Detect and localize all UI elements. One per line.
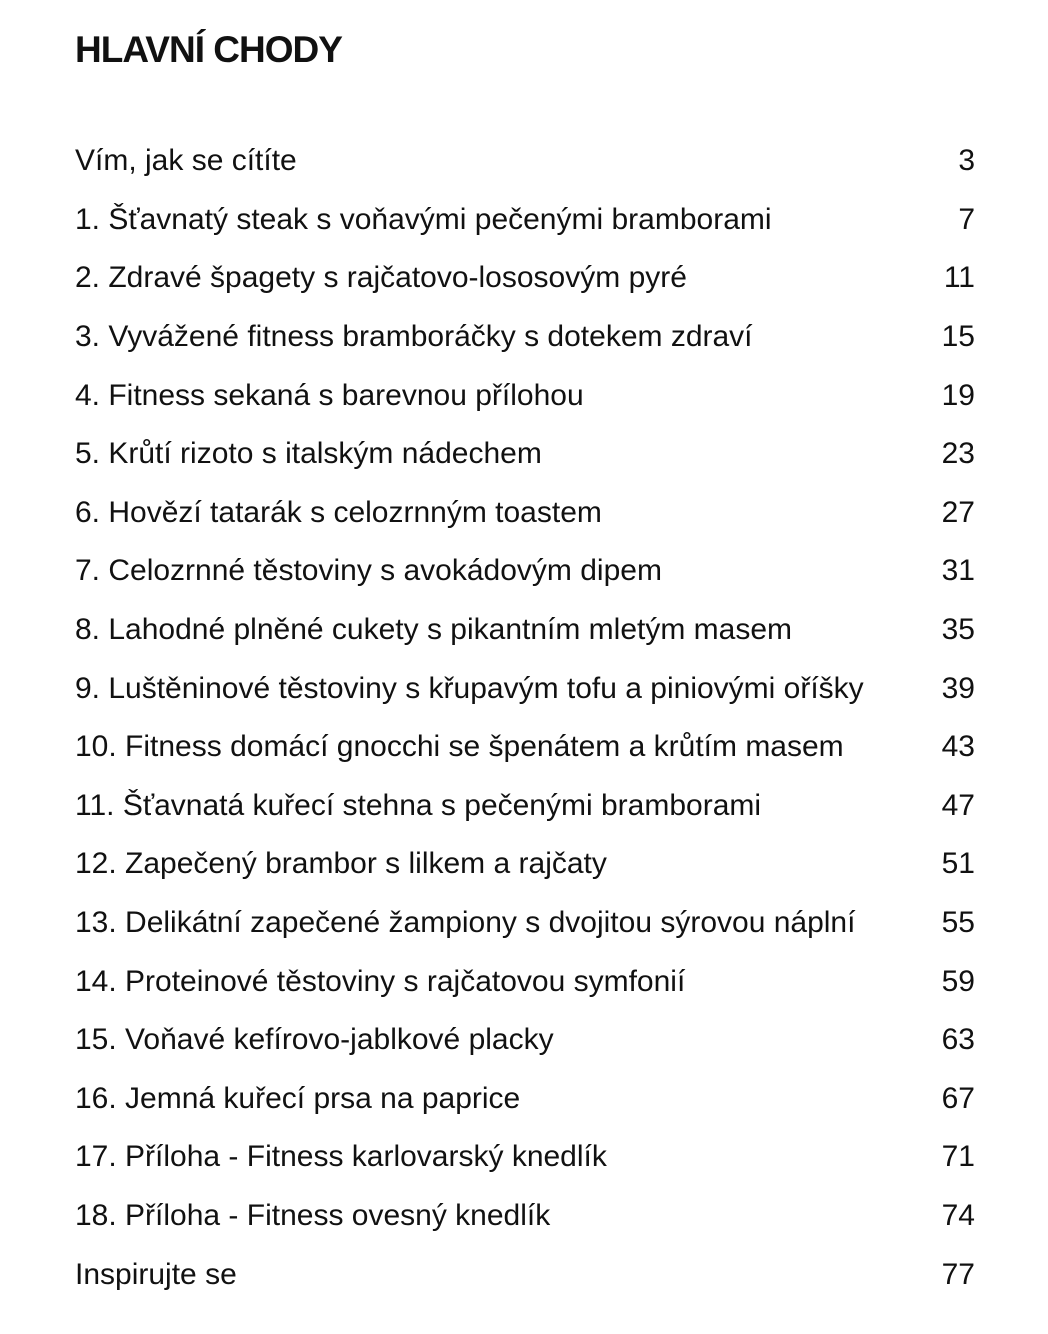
toc-entry-page-number: 59 — [941, 964, 975, 998]
toc-entry-title: 1. Šťavnatý steak s voňavými pečenými bramborami — [75, 202, 772, 236]
toc-list — [75, 132, 975, 1304]
toc-entry-page-number: 74 — [941, 1198, 975, 1232]
toc-entry[interactable] — [75, 601, 975, 660]
toc-entry-title: Vím, jak se cítíte — [75, 144, 297, 178]
toc-entry-title: 6. Hovězí tatarák s celozrnným toastem — [75, 495, 602, 529]
toc-entry-page-number: 67 — [941, 1081, 975, 1115]
toc-entry-title: 8. Lahodné plněné cukety s pikantním mletým masem — [75, 613, 793, 647]
toc-entry-page-number: 11 — [943, 261, 975, 295]
toc-entry[interactable] — [75, 425, 975, 484]
toc-entry-title: 2. Zdravé špagety s rajčatovo-lososovým pyré — [75, 261, 687, 295]
toc-entry[interactable] — [75, 484, 975, 543]
toc-entry-title: Inspirujte se — [75, 1257, 237, 1291]
toc-entry-page-number: 71 — [941, 1140, 975, 1174]
toc-entry-title: 13. Delikátní zapečené žampiony s dvojitou sýrovou náplní — [75, 906, 856, 940]
toc-entry[interactable] — [75, 1011, 975, 1070]
toc-entry[interactable] — [75, 1070, 975, 1129]
toc-entry-page-number: 43 — [941, 730, 975, 764]
toc-entry[interactable] — [75, 894, 975, 953]
toc-entry-title: 9. Luštěninové těstoviny s křupavým tofu a piniovými oříšky — [75, 671, 864, 705]
toc-entry-title: 15. Voňavé kefírovo-jablkové placky — [75, 1023, 554, 1057]
toc-entry[interactable] — [75, 1187, 975, 1246]
toc-entry-page-number: 7 — [958, 202, 975, 236]
toc-entry[interactable] — [75, 542, 975, 601]
toc-entry-page-number: 35 — [941, 613, 975, 647]
toc-entry[interactable] — [75, 132, 975, 191]
toc-entry-page-number: 15 — [941, 320, 975, 354]
toc-entry-page-number: 3 — [958, 144, 975, 178]
toc-entry-page-number: 51 — [941, 847, 975, 881]
toc-entry-title: 12. Zapečený brambor s lilkem a rajčaty — [75, 847, 607, 881]
toc-entry[interactable] — [75, 1245, 975, 1304]
toc-entry[interactable] — [75, 191, 975, 250]
toc-entry-title: 7. Celozrnné těstoviny s avokádovým dipem — [75, 554, 662, 588]
toc-entry-title: 4. Fitness sekaná s barevnou přílohou — [75, 378, 584, 412]
toc-entry-page-number: 39 — [941, 671, 975, 705]
toc-entry-page-number: 27 — [941, 495, 975, 529]
toc-entry-title: 14. Proteinové těstoviny s rajčatovou symfonií — [75, 964, 686, 998]
toc-entry[interactable] — [75, 308, 975, 367]
toc-entry-title: 18. Příloha - Fitness ovesný knedlík — [75, 1198, 551, 1232]
toc-entry[interactable] — [75, 366, 975, 425]
toc-entry-title: 16. Jemná kuřecí prsa na paprice — [75, 1081, 521, 1115]
toc-entry[interactable] — [75, 718, 975, 777]
toc-entry[interactable] — [75, 249, 975, 308]
toc-entry-page-number: 55 — [941, 906, 975, 940]
toc-entry-title: 17. Příloha - Fitness karlovarský knedlík — [75, 1140, 607, 1174]
toc-entry[interactable] — [75, 777, 975, 836]
toc-entry[interactable] — [75, 835, 975, 894]
toc-entry-title: 5. Krůtí rizoto s italským nádechem — [75, 437, 542, 471]
toc-entry-page-number: 19 — [941, 378, 975, 412]
toc-entry-page-number: 31 — [941, 554, 975, 588]
page-heading: HLAVNÍ CHODY — [75, 29, 342, 70]
toc-entry-title: 3. Vyvážené fitness bramboráčky s dotekem zdraví — [75, 320, 753, 354]
toc-entry-page-number: 47 — [941, 788, 975, 822]
toc-entry[interactable] — [75, 1128, 975, 1187]
toc-entry-page-number: 63 — [941, 1023, 975, 1057]
toc-entry[interactable] — [75, 952, 975, 1011]
toc-entry-title: 10. Fitness domácí gnocchi se špenátem a krůtím masem — [75, 730, 844, 764]
toc-entry-page-number: 23 — [941, 437, 975, 471]
toc-entry[interactable] — [75, 659, 975, 718]
toc-entry-title: 11. Šťavnatá kuřecí stehna s pečenými bramborami — [75, 788, 762, 822]
toc-entry-page-number: 77 — [941, 1257, 975, 1291]
